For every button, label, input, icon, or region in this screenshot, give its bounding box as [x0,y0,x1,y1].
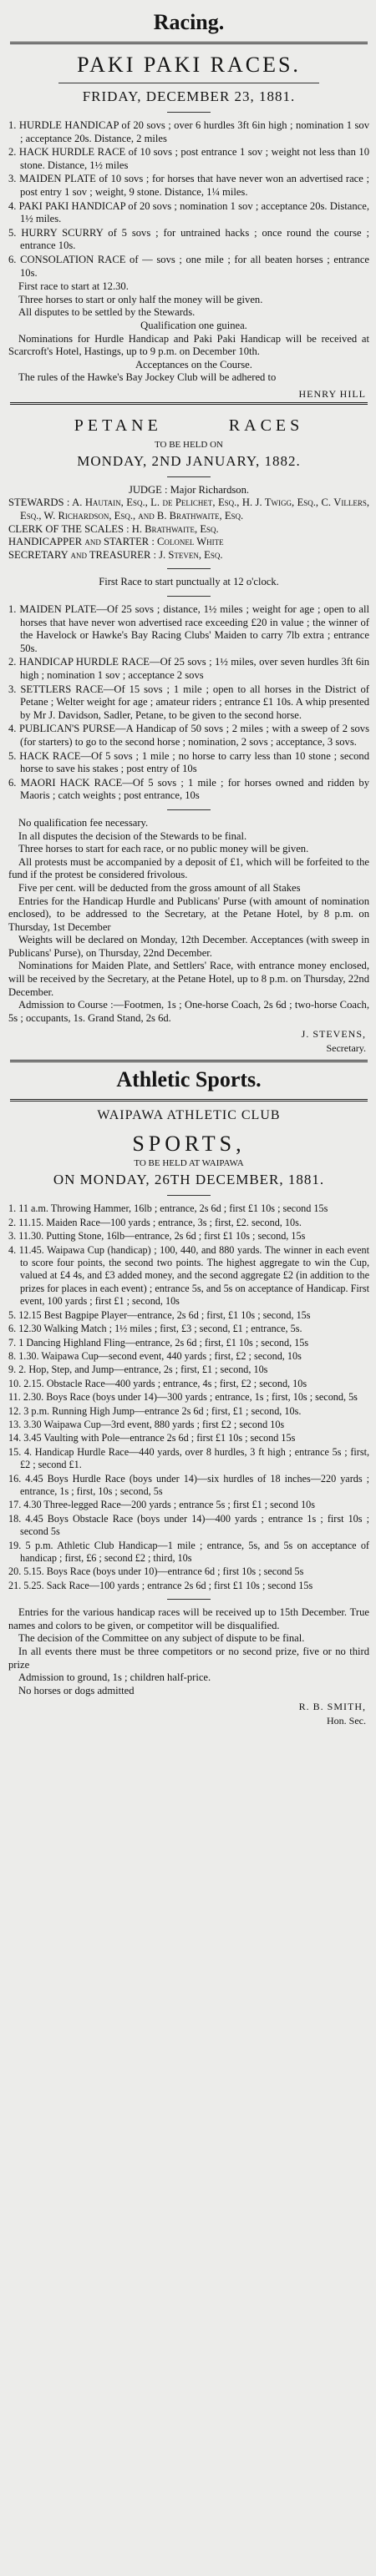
athletic-date: ON MONDAY, 26TH DECEMBER, 1881. [53,1172,325,1188]
race-item: 6. CONSOLATION RACE of — sovs ; one mile ; for all beaten horses ; entrance 10s. [8,253,369,279]
section-divider [10,1099,368,1101]
petane-race-list [8,603,369,803]
event-item: 11. 2.30. Boys Race (boys under 14)—300 yards ; entrance, 1s ; first, 10s ; second, 5s [8,1391,358,1404]
note: First race to start at 12.30. [18,280,129,293]
event-item: 21. 5.25. Sack Race—100 yards ; entrance 2s 6d ; first £1 10s ; second 15s [8,1579,313,1591]
sports-title: SPORTS, [132,1132,246,1157]
paki-paki-signature: HENRY HILL [298,387,366,400]
event-item: 7. 1 Dancing Highland Fling—entrance, 2s 6d ; first, £1 10s ; second, 15s [8,1336,309,1348]
petane-title [8,413,369,438]
athletic-signature-title: Hon. Sec. [327,1715,366,1727]
short-rule [167,568,211,569]
note: Nominations for Hurdle Handicap and Paki Paki Handicap will be received at Scarcroft's Hotel, Hastings, up to 9 p.m. on December 10th. [8,332,369,358]
note: Admission to ground, 1s ; children half-price. [18,1671,211,1684]
petane-held-on: TO BE HELD ON [155,439,223,450]
petane-notes [8,817,369,1026]
petane-date: MONDAY, 2ND JANUARY, 1882. [77,452,301,469]
note: All protests must be accompanied by a deposit of £1, which will be forfeited to the fund if the protest be considered frivolous. [8,855,369,881]
event-item: 12. 3 p.m. Running High Jump—entrance 2s 6d ; first, £1 ; second, 10s. [8,1404,302,1417]
short-rule [167,112,211,113]
note: In all disputes the decision of the Stewards to be final. [18,829,247,842]
note: Three horses to start or only half the money will be given. [18,293,263,305]
note: All disputes to be settled by the Stewards. [18,306,196,319]
athletic-notes [8,1606,369,1697]
petane-secretary: SECRETARY and TREASURER : J. Steven, Esq. [8,548,223,561]
race-item: 6. MAORI HACK RACE—Of 5 sovs ; 1 mile ; for horses owned and ridden by Maoris ; catch weights ; post entrance, 10s [8,776,369,802]
race-item: 1. HURDLE HANDICAP of 20 sovs ; over 6 hurdles 3ft 6in high ; nomination 1 sov ; acceptance 20s. Distance, 2 miles [8,119,369,144]
race-item: 2. HANDICAP HURDLE RACE—Of 25 sovs ; 1½ miles, over seven hurdles 3ft 6in high ; nomination 1 sov ; acceptance 2 sovs [8,656,369,681]
event-item: 5. 12.15 Best Bagpipe Player—entrance, 2s 6d ; first, £1 10s ; second, 15s [8,1308,311,1321]
petane-first-race: First Race to start punctually at 12 o'clock. [99,576,279,588]
athletic-heading: Athletic Sports. [116,1067,262,1092]
athletic-event-list [8,1202,369,1592]
petane-stewards: STEWARDS : A. Hautain, Esq., L. de Pelichet, Esq., H. J. Twigg, Esq., C. Villers, Esq., W. Richardson, Esq., and B. Brathwaite, Esq. [8,497,369,522]
race-item: 3. MAIDEN PLATE of 10 sovs ; for horses that have never won an advertised race ; post entry 1 sov ; weight, 9 stone. Distance, 1¼ miles. [8,173,369,198]
event-item: 9. 2. Hop, Step, and Jump—entrance, 2s ; first, £1 ; second, 10s [8,1364,268,1376]
event-item: 3. 11.30. Putting Stone, 16lb—entrance, 2s 6d ; first £1 10s ; second, 15s [8,1230,306,1243]
race-item: 3. SETTLERS RACE—Of 15 sovs ; 1 mile ; open to all horses in the District of Petane ; Welter weight for age ; amateur riders ; entrance £1 10s. A whip presented by Mr J. Davidson, Sadler, Petane, to be given to the second horse. [8,683,369,721]
held-at: TO BE HELD AT WAIPAWA [134,1158,244,1169]
note: Five per cent. will be deducted from the gross amount of all Stakes [18,881,301,894]
petane-clerk: CLERK OF THE SCALES : H. Brathwaite, Esq. [8,522,219,535]
event-item: 17. 4.30 Three-legged Race—200 yards ; entrance 5s ; first £1 ; second 10s [8,1499,315,1511]
race-item: 1. MAIDEN PLATE—Of 25 sovs ; distance, 1½ miles ; weight for age ; open to all horses that have never won advertised race exceeding £20 in value ; the winner of the Havelock or Hawke's Bay Racing Clubs' Maiden to carry 7lb extra ; entrance 50s. [8,603,369,654]
race-item: 4. PAKI PAKI HANDICAP of 20 sovs ; nomination 1 sov ; acceptance 20s. Distance, 1½ miles. [8,199,369,225]
event-item: 10. 2.15. Obstacle Race—400 yards ; entrance, 4s ; first, £2 ; second, 10s [8,1377,307,1389]
note: Acceptances on the Course. [135,358,252,371]
race-item: 5. HACK RACE—Of 5 sovs ; 1 mile ; no horse to carry less than 10 stone ; second horse to save his stakes ; post entry of 10s [8,749,369,775]
race-item: 4. PUBLICAN'S PURSE—A Handicap of 50 sovs ; 2 miles ; with a sweep of 2 sovs (for starters) to go to the second horse ; nomination, 2 sovs ; acceptance, 3 sovs. [8,723,369,748]
note: Admission to Course :—Footmen, 1s ; One-horse Coach, 2s 6d ; two-horse Coach, 5s ; occupants, 1s. Grand Stand, 2s 6d. [8,999,369,1024]
note: Nominations for Maiden Plate, and Settlers' Race, with entrance money enclosed, will be received by the Secretary, at the Petane Hotel, up to 8 p.m. on Thursday, 22nd December. [8,960,369,998]
note: Entries for the various handicap races will be received up to 15th December. True names and colors to be given, or competitor will be disqualified. [8,1606,369,1631]
petane-title-right: RACES [228,416,304,435]
paki-paki-date: FRIDAY, DECEMBER 23, 1881. [82,88,296,104]
event-item: 8. 1.30. Waipawa Cup—second event, 440 yards ; first, £2 ; second, 10s [8,1349,302,1362]
event-item: 1. 11 a.m. Throwing Hammer, 16lb ; entrance, 2s 6d ; first £1 10s ; second 15s [8,1202,328,1215]
race-item: 5. HURRY SCURRY of 5 sovs ; for untrained hacks ; once round the course ; entrance 10s. [8,226,369,252]
short-rule [167,809,211,810]
section-divider [10,1060,368,1062]
short-rule [167,476,211,477]
paki-paki-notes [8,280,369,385]
petane-signature-title: Secretary. [326,1042,366,1055]
event-item: 14. 3.45 Vaulting with Pole—entrance 2s 6d ; first £1 10s ; second 15s [8,1432,296,1444]
event-item: 18. 4.45 Boys Obstacle Race (boys under 14)—400 yards ; entrance 1s ; first 10s ; second 5s [8,1512,369,1538]
petane-advert [8,413,369,1056]
club-name: WAIPAWA ATHLETIC CLUB [97,1108,281,1123]
short-rule [167,1195,211,1196]
note: Qualification one guinea. [140,319,247,331]
paki-paki-title: PAKI PAKI RACES. [77,53,301,77]
note: The decision of the Committee on any subject of dispute to be final. [18,1632,305,1645]
short-rule [167,1599,211,1600]
petane-handicapper: HANDICAPPER and STARTER : Colonel White [8,536,224,548]
note: No horses or dogs admitted [18,1684,135,1696]
event-item: 4. 11.45. Waipawa Cup (handicap) ; 100, 440, and 880 yards. The winner in each event to score four points, the second two points. The highest aggregate to win the Cup, valued at £4 4s, and £3 added money, and the second aggregate £2 (in addition to the prizes for places in each event) ; entrance 5s, and 5s on acceptance of Handicap. First event, 100 yards ; first £1 ; second, 10s [8,1243,369,1308]
note: Entries for the Handicap Hurdle and Publicans' Purse (with amount of nomination enclosed), to be addressed to the Secretary, at the Petane Hotel, by 8 p.m. on Thursday, 1st December [8,895,369,933]
event-item: 13. 3.30 Waipawa Cup—3rd event, 880 yards ; first £2 ; second 10s [8,1418,285,1430]
event-item: 15. 4. Handicap Hurdle Race—440 yards, over 8 hurdles, 3 ft high ; entrance 5s ; first, £2 ; second £1. [8,1445,369,1471]
petane-signature: J. STEVENS, [301,1028,366,1041]
section-divider [10,42,368,44]
short-rule [167,596,211,597]
petane-title-left: PETANE [74,416,162,435]
note: The rules of the Hawke's Bay Jockey Club will be adhered to [18,371,277,384]
petane-judge: JUDGE : Major Richardson. [128,483,250,496]
note: Three horses to start for each race, or no public money will be given. [18,843,309,855]
event-item: 19. 5 p.m. Athletic Club Handicap—1 mile ; entrance, 5s, and 5s on acceptance of handicap ; first, £6 ; second £2 ; third, 10s [8,1539,369,1564]
note: No qualification fee necessary. [18,816,149,829]
note: Weights will be declared on Monday, 12th December. Acceptances (with sweep in Publicans' Purse), on Thursday, 22nd December. [8,934,369,959]
paki-paki-race-list [8,119,369,280]
note: In all events there must be three competitors or no second prize, five or no third prize [8,1646,369,1671]
petane-officials [8,497,369,562]
event-item: 2. 11.15. Maiden Race—100 yards ; entrance, 3s ; first, £2. second, 10s. [8,1216,302,1228]
paki-paki-advert [8,53,369,401]
event-item: 16. 4.45 Boys Hurdle Race (boys under 14)—six hurdles of 18 inches—220 yards ; entrance, 1s ; first, 10s ; second, 5s [8,1472,369,1497]
racing-heading: Racing. [153,10,225,34]
section-divider [10,402,368,405]
event-item: 20. 5.15. Boys Race (boys under 10)—entrance 6d ; first 10s ; second 5s [8,1565,304,1578]
race-item: 2. HACK HURDLE RACE of 10 sovs ; post entrance 1 sov ; weight not less than 10 stone. Distance, 1½ miles [8,146,369,171]
athletic-signature: R. B. SMITH, [298,1701,366,1713]
athletic-sports-advert [8,1067,369,1727]
event-item: 6. 12.30 Walking Match ; 1½ miles ; first, £3 ; second, £1 ; entrance, 5s. [8,1323,302,1335]
